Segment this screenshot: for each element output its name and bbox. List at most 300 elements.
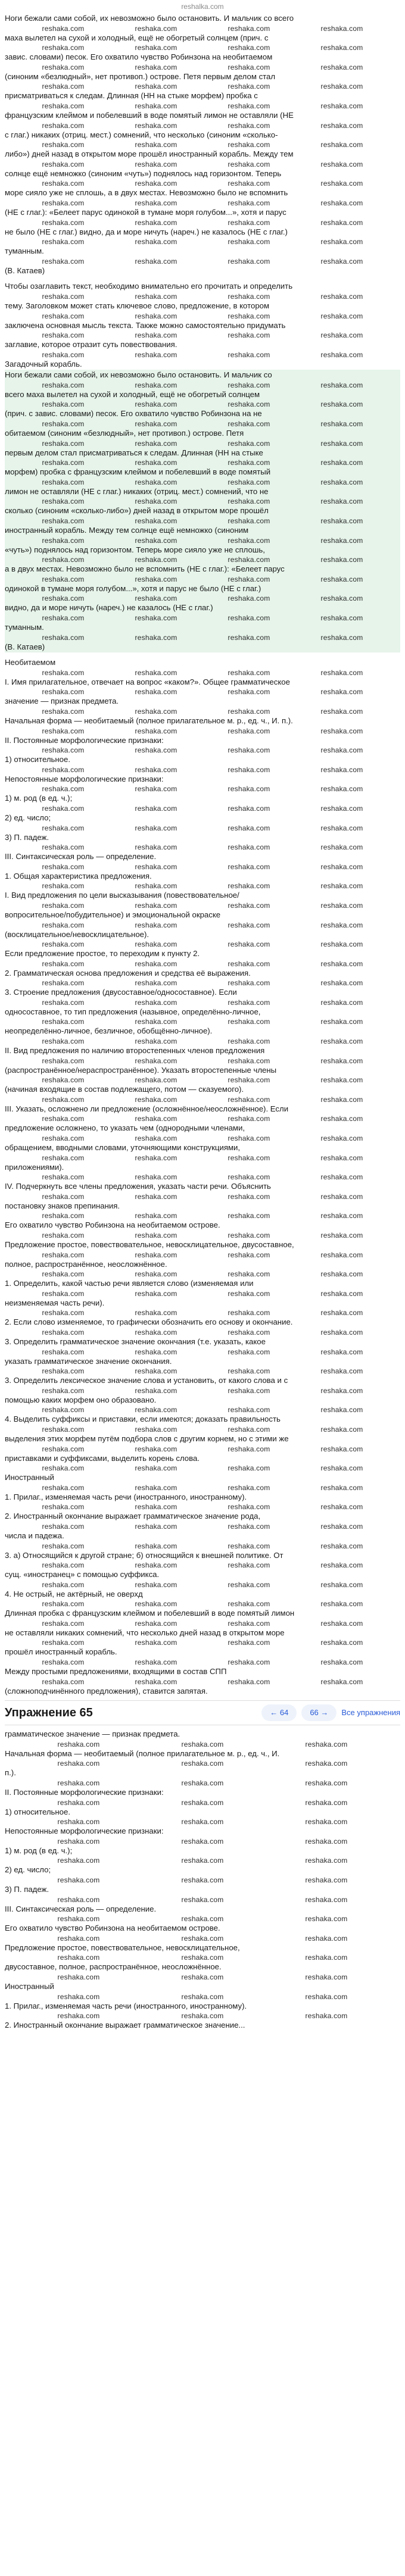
- watermark: reshaka.com: [42, 614, 85, 622]
- watermark: reshaka.com: [228, 400, 270, 409]
- watermark: reshaka.com: [228, 555, 270, 564]
- text-line: с глаг.) никаких (отриц. мест.) сомнений, что несколько (синоним «сколько-: [5, 130, 278, 139]
- watermark: reshaka.com: [305, 1915, 348, 1924]
- text-line: тему. Заголовком может стать ключевое слово, предложение, в котором: [5, 301, 270, 310]
- watermark-row: [5, 1192, 400, 1201]
- watermark: reshaka.com: [135, 311, 177, 320]
- watermark: reshaka.com: [320, 1347, 363, 1356]
- text-line: «чуть») поднялось над горизонтом. Теперь море сияло уже не сплошь,: [5, 545, 265, 554]
- next-exercise-button[interactable]: 66 →: [301, 1704, 337, 1721]
- watermark-row: [5, 1445, 400, 1453]
- watermark: reshaka.com: [228, 707, 270, 716]
- watermark: reshaka.com: [320, 458, 363, 467]
- watermark: reshaka.com: [135, 979, 177, 988]
- text-line: 4. Не острый, не актёрный, не оверхд: [5, 1589, 143, 1598]
- watermark: reshaka.com: [42, 843, 85, 852]
- watermark: reshaka.com: [135, 458, 177, 467]
- watermark: reshaka.com: [228, 1328, 270, 1337]
- watermark: reshaka.com: [42, 121, 85, 130]
- watermark: reshaka.com: [135, 1347, 177, 1356]
- watermark-row: [5, 121, 400, 130]
- text-line: указать грамматическое значение окончания.: [5, 1356, 172, 1366]
- watermark-row: [5, 1348, 400, 1356]
- watermark: reshaka.com: [135, 1658, 177, 1667]
- watermark: reshaka.com: [320, 517, 363, 526]
- text-line: заключена основная мысль текста. Также можно самостоятельно придумать: [5, 320, 286, 330]
- watermark: reshaka.com: [320, 804, 363, 813]
- text-line: заглавие, которое отразит суть повествования.: [5, 340, 177, 349]
- watermark: reshaka.com: [57, 1779, 100, 1788]
- watermark: reshaka.com: [135, 862, 177, 871]
- watermark-row: [5, 998, 400, 1007]
- watermark: reshaka.com: [228, 1658, 270, 1667]
- watermark: reshaka.com: [181, 1759, 224, 1768]
- text-line: морфем) пробка с французским клеймом и побелевший в воде помятый: [5, 467, 271, 477]
- watermark: reshaka.com: [42, 458, 85, 467]
- text-line: грамматическое значение — признак предмета.: [5, 1729, 180, 1739]
- watermark: reshaka.com: [42, 1056, 85, 1065]
- watermark-row: [5, 24, 400, 33]
- watermark: reshaka.com: [42, 1464, 85, 1473]
- site-header[interactable]: reshalka.com: [181, 2, 224, 11]
- watermark: reshaka.com: [228, 1483, 270, 1492]
- watermark: reshaka.com: [42, 350, 85, 359]
- watermark: reshaka.com: [135, 331, 177, 340]
- text-line: 3. а) Относящийся к другой стране; б) относящийся к внешней политике. От: [5, 1550, 284, 1560]
- watermark: reshaka.com: [228, 765, 270, 774]
- watermark: reshaka.com: [42, 536, 85, 545]
- watermark: reshaka.com: [228, 497, 270, 506]
- watermark-row: [5, 218, 400, 227]
- watermark-row: [5, 1876, 400, 1884]
- watermark-row: [5, 2012, 400, 2020]
- watermark-row: [5, 824, 400, 832]
- watermark: reshaka.com: [135, 1367, 177, 1376]
- watermark-row: [5, 863, 400, 871]
- watermark: reshaka.com: [305, 1779, 348, 1788]
- watermark-row: [5, 555, 400, 564]
- watermark: reshaka.com: [305, 2012, 348, 2021]
- watermark: reshaka.com: [42, 882, 85, 891]
- watermark: reshaka.com: [228, 380, 270, 389]
- watermark: reshaka.com: [228, 292, 270, 301]
- watermark: reshaka.com: [42, 1192, 85, 1201]
- watermark-row: [5, 1973, 400, 1981]
- watermark-row: [5, 160, 400, 168]
- watermark: reshaka.com: [42, 1619, 85, 1628]
- watermark: reshaka.com: [228, 843, 270, 852]
- watermark: reshaka.com: [320, 633, 363, 642]
- watermark: reshaka.com: [228, 940, 270, 949]
- text-line: IV. Подчеркнуть все члены предложения, указать части речи. Объяснить: [5, 1182, 271, 1191]
- watermark: reshaka.com: [228, 1619, 270, 1628]
- watermark: reshaka.com: [320, 350, 363, 359]
- watermark: reshaka.com: [42, 594, 85, 603]
- text-line: II. Вид предложения по наличию второстепенных членов предложения: [5, 1046, 265, 1056]
- watermark: reshaka.com: [135, 1638, 177, 1647]
- text-line: постановку знаков препинания.: [5, 1201, 120, 1210]
- watermark: reshaka.com: [135, 63, 177, 71]
- watermark-row: [5, 940, 400, 948]
- text-line: прошёл иностранный корабль.: [5, 1647, 117, 1657]
- watermark: reshaka.com: [135, 765, 177, 774]
- text-line: Иностранный: [5, 1473, 54, 1482]
- watermark: reshaka.com: [228, 1250, 270, 1259]
- watermark: reshaka.com: [42, 920, 85, 929]
- watermark: reshaka.com: [228, 574, 270, 583]
- watermark-row: [5, 1522, 400, 1531]
- watermark: reshaka.com: [135, 1522, 177, 1531]
- text-line: 2) ед. число;: [5, 1865, 51, 1875]
- watermark: reshaka.com: [320, 843, 363, 852]
- watermark: reshaka.com: [228, 63, 270, 71]
- all-exercises-link[interactable]: Все упражнения: [341, 1707, 400, 1717]
- watermark: reshaka.com: [42, 1561, 85, 1570]
- watermark-row: [5, 785, 400, 793]
- text-line: первым делом стал присматриваться к следам. Длинная (НН на стыке: [5, 448, 263, 457]
- watermark-row: [5, 1017, 400, 1026]
- text-line: туманным.: [5, 623, 44, 632]
- watermark: reshaka.com: [135, 238, 177, 246]
- watermark: reshaka.com: [135, 574, 177, 583]
- watermark: reshaka.com: [135, 959, 177, 968]
- watermark: reshaka.com: [42, 1580, 85, 1589]
- watermark: reshaka.com: [228, 882, 270, 891]
- watermark: reshaka.com: [320, 238, 363, 246]
- watermark-row: [5, 1076, 400, 1084]
- watermark: reshaka.com: [135, 920, 177, 929]
- watermark: reshaka.com: [181, 1740, 224, 1748]
- watermark: reshaka.com: [135, 1017, 177, 1026]
- watermark: reshaka.com: [228, 121, 270, 130]
- watermark: reshaka.com: [42, 1638, 85, 1647]
- watermark: reshaka.com: [228, 331, 270, 340]
- watermark: reshaka.com: [135, 380, 177, 389]
- watermark: reshaka.com: [42, 1211, 85, 1220]
- watermark-row: [5, 1581, 400, 1589]
- watermark-row: [5, 882, 400, 890]
- watermark: reshaka.com: [320, 555, 363, 564]
- watermark: reshaka.com: [42, 1076, 85, 1085]
- watermark: reshaka.com: [320, 331, 363, 340]
- watermark: reshaka.com: [228, 179, 270, 188]
- watermark: reshaka.com: [228, 862, 270, 871]
- watermark: reshaka.com: [320, 1425, 363, 1434]
- text-line: 2. Иностранный окончание выражает грамматическое значение...: [5, 2021, 245, 2030]
- intro-text: [5, 281, 400, 370]
- watermark: reshaka.com: [42, 707, 85, 716]
- watermark-row: [5, 1328, 400, 1337]
- watermark: reshaka.com: [135, 179, 177, 188]
- watermark: reshaka.com: [135, 1250, 177, 1259]
- text-line: II. Постоянные морфологические признаки:: [5, 735, 164, 745]
- watermark: reshaka.com: [228, 1541, 270, 1550]
- watermark-row: [5, 1856, 400, 1865]
- watermark: reshaka.com: [228, 1114, 270, 1123]
- watermark: reshaka.com: [42, 101, 85, 110]
- text-line: I. Вид предложения по цели высказывания (повествовательное/: [5, 891, 239, 900]
- watermark-row: [5, 1837, 400, 1846]
- watermark: reshaka.com: [228, 1367, 270, 1376]
- watermark: reshaka.com: [320, 726, 363, 735]
- watermark: reshaka.com: [135, 1211, 177, 1220]
- watermark-row: [5, 1367, 400, 1375]
- watermark: reshaka.com: [42, 633, 85, 642]
- watermark: reshaka.com: [320, 1056, 363, 1065]
- watermark: reshaka.com: [181, 1818, 224, 1826]
- watermark: reshaka.com: [135, 400, 177, 409]
- text-line: выделения этих морфем путём подбора слов с другим корнем, но с этими же: [5, 1434, 289, 1443]
- exercise-text-2: [5, 370, 400, 652]
- watermark: reshaka.com: [228, 804, 270, 813]
- watermark: reshaka.com: [57, 1934, 100, 1943]
- text-line: 1. Прилаг., изменяемая часть речи (иностранного, иностранному).: [5, 1492, 247, 1501]
- watermark: reshaka.com: [320, 574, 363, 583]
- watermark: reshaka.com: [305, 1837, 348, 1846]
- text-line: 1. Определить, какой частью речи является слово (изменяемая или: [5, 1279, 254, 1288]
- text-line: неопределённо-личное, безличное, обобщённо-личное).: [5, 1026, 213, 1036]
- watermark: reshaka.com: [42, 1153, 85, 1162]
- watermark: reshaka.com: [320, 1444, 363, 1453]
- watermark: reshaka.com: [320, 140, 363, 149]
- watermark: reshaka.com: [228, 43, 270, 52]
- watermark: reshaka.com: [228, 1153, 270, 1162]
- text-line: (прич. с завис. словами) песок. Его охватило чувство Робинзона на не: [5, 409, 262, 419]
- watermark: reshaka.com: [42, 140, 85, 149]
- watermark: reshaka.com: [320, 1483, 363, 1492]
- watermark: reshaka.com: [228, 24, 270, 33]
- watermark: reshaka.com: [135, 1541, 177, 1550]
- text-line: III. Указать, осложнено ли предложение (осложнённое/неосложнённое). Если: [5, 1104, 289, 1113]
- text-line: п.).: [5, 1768, 16, 1778]
- text-line: Его охватило чувство Робинзона на необитаемом острове.: [5, 1220, 220, 1230]
- watermark: reshaka.com: [320, 198, 363, 207]
- watermark: reshaka.com: [42, 198, 85, 207]
- text-line: полное, распространённое, неосложнённое.: [5, 1259, 167, 1269]
- watermark: reshaka.com: [320, 823, 363, 832]
- watermark: reshaka.com: [42, 1541, 85, 1550]
- watermark: reshaka.com: [228, 101, 270, 110]
- watermark: reshaka.com: [42, 959, 85, 968]
- watermark: reshaka.com: [320, 257, 363, 266]
- watermark: reshaka.com: [42, 901, 85, 910]
- watermark: reshaka.com: [305, 1934, 348, 1943]
- watermark-row: [5, 179, 400, 188]
- watermark: reshaka.com: [135, 140, 177, 149]
- watermark: reshaka.com: [42, 574, 85, 583]
- text-line: 2. Иностранный окончание выражает грамматическое значение рода,: [5, 1512, 261, 1521]
- watermark: reshaka.com: [181, 1934, 224, 1943]
- watermark-row: [5, 979, 400, 987]
- watermark: reshaka.com: [42, 1367, 85, 1376]
- watermark: reshaka.com: [320, 765, 363, 774]
- watermark: reshaka.com: [135, 1386, 177, 1395]
- watermark: reshaka.com: [320, 1076, 363, 1085]
- text-line: (сложноподчинённого предложения), ставится запятая.: [5, 1686, 208, 1696]
- exercise-nav: [5, 1700, 400, 1725]
- text-line: Длинная пробка с французским клеймом и побелевший в воде помятый лимон: [5, 1609, 295, 1618]
- watermark: reshaka.com: [320, 101, 363, 110]
- text-line: неизменяемая часть речи).: [5, 1298, 105, 1307]
- watermark: reshaka.com: [305, 1876, 348, 1884]
- watermark: reshaka.com: [135, 843, 177, 852]
- watermark: reshaka.com: [57, 1759, 100, 1768]
- watermark: reshaka.com: [42, 1677, 85, 1686]
- watermark: reshaka.com: [228, 1425, 270, 1434]
- text-line: Чтобы озаглавить текст, необходимо внимательно его прочитать и определить: [5, 282, 293, 291]
- text-line: присматриваться к следам. Длинная (НН на стыке морфем) пробка с: [5, 91, 258, 101]
- watermark: reshaka.com: [181, 1953, 224, 1962]
- watermark: reshaka.com: [305, 1992, 348, 2001]
- exercise-text-1: [5, 13, 400, 276]
- text-line: (восклицательное/невосклицательное).: [5, 929, 149, 939]
- watermark: reshaka.com: [320, 380, 363, 389]
- watermark: reshaka.com: [228, 998, 270, 1007]
- watermark-row: [5, 536, 400, 545]
- watermark-row: [5, 1134, 400, 1142]
- text-line: 3. Определить лексическое значение слова и установить, от какого слова и с: [5, 1376, 288, 1385]
- watermark: reshaka.com: [42, 1037, 85, 1046]
- watermark-row: [5, 351, 400, 359]
- watermark: reshaka.com: [42, 1017, 85, 1026]
- watermark-row: [5, 1619, 400, 1628]
- watermark: reshaka.com: [135, 1076, 177, 1085]
- text-line: (начиная входящие в состав подлежащего, потом — сказуемого).: [5, 1085, 244, 1094]
- watermark: reshaka.com: [305, 1895, 348, 1904]
- text-line: II. Постоянные морфологические признаки:: [5, 1788, 164, 1797]
- watermark: reshaka.com: [228, 160, 270, 168]
- watermark: reshaka.com: [135, 668, 177, 677]
- watermark: reshaka.com: [320, 1503, 363, 1512]
- watermark: reshaka.com: [135, 1580, 177, 1589]
- watermark: reshaka.com: [320, 1114, 363, 1123]
- watermark: reshaka.com: [228, 785, 270, 794]
- watermark: reshaka.com: [42, 1309, 85, 1317]
- watermark: reshaka.com: [181, 1992, 224, 2001]
- watermark: reshaka.com: [42, 1114, 85, 1123]
- watermark: reshaka.com: [320, 439, 363, 448]
- watermark: reshaka.com: [320, 979, 363, 988]
- watermark: reshaka.com: [228, 477, 270, 486]
- watermark: reshaka.com: [228, 1406, 270, 1415]
- text-line: Начальная форма — необитаемый (полное прилагательное м. р., ед. ч., И. п.).: [5, 716, 293, 725]
- watermark: reshaka.com: [42, 555, 85, 564]
- watermark: reshaka.com: [320, 179, 363, 188]
- watermark: reshaka.com: [135, 536, 177, 545]
- watermark-row: [5, 960, 400, 968]
- watermark: reshaka.com: [135, 350, 177, 359]
- text-line: 1) м. род (в ед. ч.);: [5, 1846, 73, 1855]
- watermark: reshaka.com: [320, 1386, 363, 1395]
- watermark: reshaka.com: [228, 1309, 270, 1317]
- watermark: reshaka.com: [135, 1270, 177, 1279]
- watermark: reshaka.com: [228, 1270, 270, 1279]
- watermark-row: [5, 1915, 400, 1923]
- watermark: reshaka.com: [320, 121, 363, 130]
- analysis: [5, 657, 400, 1697]
- watermark: reshaka.com: [135, 633, 177, 642]
- watermark: reshaka.com: [42, 765, 85, 774]
- watermark: reshaka.com: [57, 1740, 100, 1748]
- text-line: 1) м. род (в ед. ч.);: [5, 794, 73, 803]
- watermark: reshaka.com: [42, 1483, 85, 1492]
- watermark: reshaka.com: [42, 1289, 85, 1298]
- watermark: reshaka.com: [57, 1915, 100, 1924]
- watermark: reshaka.com: [42, 63, 85, 71]
- watermark-row: [5, 614, 400, 622]
- watermark-row: [5, 1953, 400, 1962]
- watermark: reshaka.com: [320, 292, 363, 301]
- text-line: Если предложение простое, то переходим к пункту 2.: [5, 949, 200, 958]
- watermark-row: [5, 102, 400, 110]
- watermark: reshaka.com: [42, 1444, 85, 1453]
- watermark: reshaka.com: [320, 746, 363, 755]
- watermark: reshaka.com: [228, 439, 270, 448]
- text-line: приставками и суффиксами, выделить корень слова.: [5, 1453, 200, 1463]
- text-line: Предложение простое, повествовательное, невосклицательное, двусоставное,: [5, 1240, 294, 1249]
- watermark-row: [5, 1464, 400, 1472]
- watermark: reshaka.com: [320, 1095, 363, 1104]
- watermark: reshaka.com: [135, 82, 177, 91]
- watermark: reshaka.com: [320, 614, 363, 622]
- watermark-row: [5, 1173, 400, 1181]
- watermark: reshaka.com: [42, 1522, 85, 1531]
- watermark: reshaka.com: [135, 707, 177, 716]
- watermark-row: [5, 1798, 400, 1807]
- text-line: Между простыми предложениями, входящими в состав СПП: [5, 1667, 227, 1676]
- text-line: иностранный корабль. Между тем солнце ещё немножко (синоним: [5, 526, 249, 535]
- watermark-row: [5, 1561, 400, 1569]
- watermark-row: [5, 1211, 400, 1220]
- watermark: reshaka.com: [42, 160, 85, 168]
- text-line: 4. Выделить суффиксы и приставки, если имеются; доказать правильность: [5, 1415, 281, 1424]
- watermark: reshaka.com: [135, 1425, 177, 1434]
- watermark: reshaka.com: [228, 668, 270, 677]
- text-line: а в двух местах. Невозможно было не вспомнить (НЕ с глаг.): «Белеет парус: [5, 564, 285, 574]
- watermark: reshaka.com: [135, 1464, 177, 1473]
- watermark: reshaka.com: [42, 1134, 85, 1143]
- watermark: reshaka.com: [135, 746, 177, 755]
- watermark-row: [5, 633, 400, 642]
- watermark: reshaka.com: [57, 1953, 100, 1962]
- watermark-row: [5, 1251, 400, 1259]
- watermark-row: [5, 1818, 400, 1826]
- text-line: обращением, вводными словами, уточняющими конструкциями,: [5, 1143, 241, 1153]
- text-line: Непостоянные морфологические признаки:: [5, 774, 164, 783]
- text-line: сколько (синоним «сколько-либо») дней назад в открытом море прошёл: [5, 506, 269, 516]
- watermark: reshaka.com: [320, 1541, 363, 1550]
- watermark: reshaka.com: [320, 536, 363, 545]
- prev-exercise-button[interactable]: ← 64: [261, 1704, 297, 1721]
- watermark: reshaka.com: [320, 1328, 363, 1337]
- watermark: reshaka.com: [42, 940, 85, 949]
- watermark-row: [5, 1114, 400, 1123]
- watermark: reshaka.com: [42, 1095, 85, 1104]
- watermark: reshaka.com: [320, 1658, 363, 1667]
- text-line: вопросительное/побудительное) и эмоциональной окраске: [5, 910, 221, 919]
- watermark: reshaka.com: [42, 1173, 85, 1182]
- watermark-row: [5, 400, 400, 408]
- text-line: море сияло уже не сплошь, а в двух местах. Невозможно было не вспомнить: [5, 188, 288, 198]
- watermark: reshaka.com: [320, 497, 363, 506]
- watermark: reshaka.com: [320, 1270, 363, 1279]
- watermark: reshaka.com: [320, 1153, 363, 1162]
- watermark: reshaka.com: [135, 594, 177, 603]
- watermark: reshaka.com: [320, 1037, 363, 1046]
- text-line: Непостоянные морфологические признаки:: [5, 1826, 164, 1836]
- watermark-row: [5, 1484, 400, 1492]
- watermark: reshaka.com: [135, 1406, 177, 1415]
